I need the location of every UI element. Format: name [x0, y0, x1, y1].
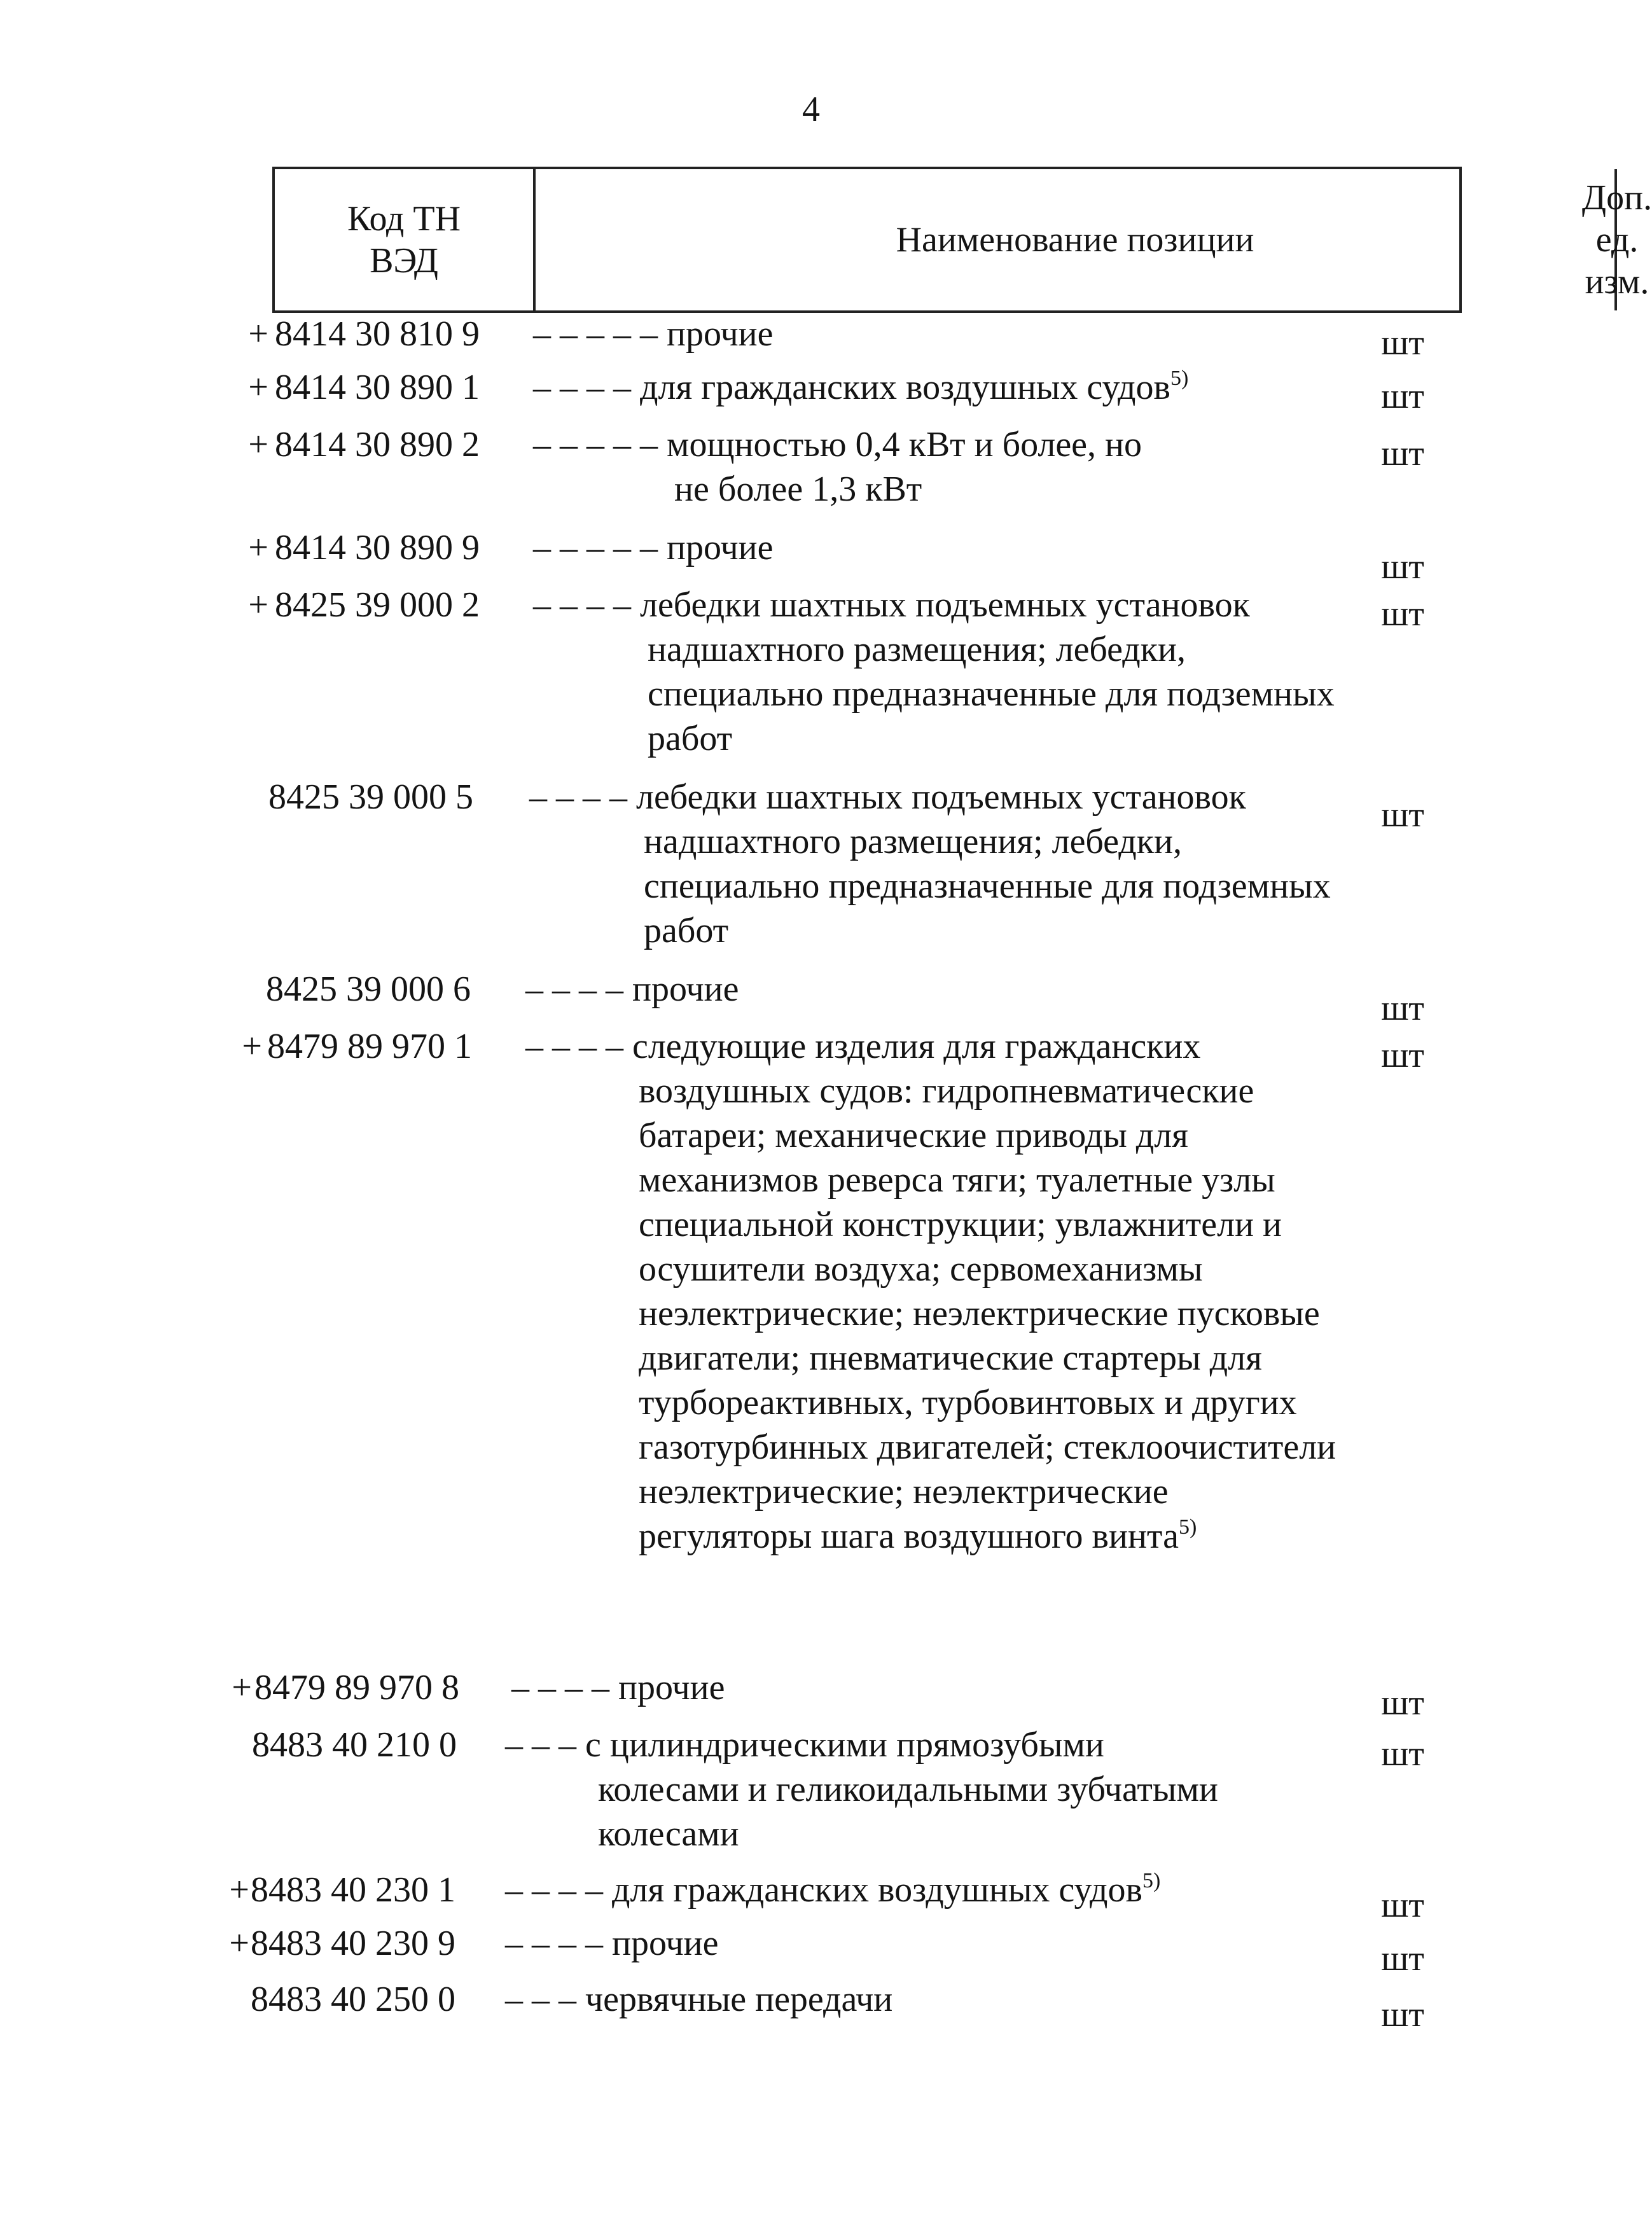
level-dashes: – – –: [505, 1725, 576, 1765]
position-text: прочие: [667, 528, 774, 567]
tn-ved-code: 8425 39 000 6: [266, 969, 471, 1009]
level-dashes: – – – –: [505, 1870, 603, 1910]
tn-ved-code: 8425 39 000 2: [275, 585, 480, 625]
position-name: [505, 1868, 1349, 1912]
position-name: [533, 525, 1349, 570]
position-text-continued: воздушных судов: гидропневматические батареи; механические приводы для механизмов реверса тяги; туалетные узлы специальной конструкции; увлажнители и осушители воздуха; сервомеханизмы неэлектрические; неэлектрические пусковые двигатели; пневматические стартеры для турбореактивных, турбовинтовых и других газотурбинных двигателей; стеклоочистители неэлектрические; неэлектрические регуляторы шага воздушного винта$^{5)}$: [639, 1071, 1336, 1556]
plus-marker: +: [232, 1668, 252, 1707]
plus-marker: +: [248, 314, 268, 354]
position-name: [525, 1024, 1349, 1559]
tn-ved-code: 8414 30 810 9: [275, 314, 480, 354]
tn-ved-code: 8483 40 250 0: [251, 1980, 455, 2019]
tn-ved-code: 8414 30 890 9: [275, 528, 480, 567]
position-name: [529, 775, 1349, 953]
level-dashes: – – – –: [511, 1668, 609, 1707]
position-text: мощностью 0,4 кВт и более, но: [667, 425, 1142, 464]
header-code: Код ТН ВЭД: [275, 169, 536, 310]
unit-of-measure: шт: [1381, 377, 1424, 416]
position-text: прочие: [612, 1924, 719, 1963]
level-dashes: – – – –: [505, 1924, 603, 1963]
position-text-continued: колесами и геликоидальными зубчатыми колесами: [598, 1770, 1218, 1854]
position-name: [533, 365, 1349, 410]
plus-marker: +: [248, 425, 268, 464]
position-text: с цилиндрическими прямозубыми: [585, 1725, 1104, 1765]
level-dashes: – – – – –: [533, 314, 658, 354]
tn-ved-code: 8414 30 890 1: [275, 368, 480, 407]
unit-of-measure: шт: [1381, 434, 1424, 473]
plus-marker: +: [248, 585, 268, 625]
plus-marker: +: [248, 368, 268, 407]
position-name: [533, 583, 1349, 761]
position-text-continued: не более 1,3 кВт: [674, 469, 922, 509]
level-dashes: – – – –: [525, 969, 623, 1009]
unit-of-measure: шт: [1381, 1734, 1424, 1774]
level-dashes: – – – – –: [533, 528, 658, 567]
plus-marker: +: [248, 528, 268, 567]
position-text: следующие изделия для гражданских: [632, 1027, 1201, 1066]
unit-of-measure: шт: [1381, 323, 1424, 363]
position-name: [505, 1977, 1349, 2022]
header-name: Наименование позиции: [536, 169, 1617, 310]
position-name: [505, 1723, 1349, 1856]
level-dashes: – – – –: [525, 1027, 623, 1066]
footnote-mark: 5): [1170, 366, 1189, 390]
unit-of-measure: шт: [1381, 1683, 1424, 1723]
level-dashes: – – –: [505, 1980, 576, 2019]
position-text: червячные передачи: [585, 1980, 893, 2019]
unit-of-measure: шт: [1381, 795, 1424, 835]
position-text: для гражданских воздушных судов: [612, 1870, 1142, 1910]
position-name: [533, 422, 1349, 511]
position-text: прочие: [618, 1668, 725, 1707]
position-text-continued: надшахтного размещения; лебедки, специально предназначенные для подземных работ: [644, 822, 1331, 950]
unit-of-measure: шт: [1381, 1995, 1424, 2034]
unit-of-measure: шт: [1381, 989, 1424, 1028]
level-dashes: – – – –: [533, 585, 631, 625]
footnote-mark: 5): [1178, 1515, 1197, 1539]
position-name: [533, 312, 1349, 356]
position-text-continued: надшахтного размещения; лебедки, специально предназначенные для подземных работ: [648, 630, 1335, 758]
tn-ved-code: 8483 40 230 9: [251, 1924, 455, 1963]
unit-of-measure: шт: [1381, 1885, 1424, 1925]
footnote-mark: 5): [1142, 1869, 1161, 1892]
plus-marker: +: [229, 1870, 249, 1910]
position-text: прочие: [632, 969, 739, 1009]
unit-of-measure: шт: [1381, 1036, 1424, 1075]
position-name: [525, 967, 1349, 1011]
tn-ved-code: 8483 40 210 0: [252, 1725, 457, 1765]
position-text: лебедки шахтных подъемных установок: [636, 777, 1246, 817]
unit-of-measure: шт: [1381, 1939, 1424, 1978]
unit-of-measure: шт: [1381, 594, 1424, 634]
unit-of-measure: шт: [1381, 547, 1424, 587]
tn-ved-code: 8483 40 230 1: [251, 1870, 455, 1910]
tn-ved-code: 8414 30 890 2: [275, 425, 480, 464]
plus-marker: +: [242, 1027, 262, 1066]
position-text: лебедки шахтных подъемных установок: [640, 585, 1250, 625]
tn-ved-code: 8479 89 970 8: [254, 1668, 459, 1707]
position-name: [511, 1665, 1349, 1710]
level-dashes: – – – –: [529, 777, 627, 817]
level-dashes: – – – –: [533, 368, 631, 407]
position-name: [505, 1921, 1349, 1966]
table-header: Код ТН ВЭД Наименование позиции Доп. ед. изм.: [272, 167, 1462, 313]
plus-marker: +: [229, 1924, 249, 1963]
tn-ved-code: 8425 39 000 5: [268, 777, 473, 817]
tn-ved-code: 8479 89 970 1: [267, 1027, 472, 1066]
level-dashes: – – – – –: [533, 425, 658, 464]
position-text: прочие: [667, 314, 774, 354]
page-number: 4: [802, 90, 820, 129]
position-text: для гражданских воздушных судов: [640, 368, 1170, 407]
